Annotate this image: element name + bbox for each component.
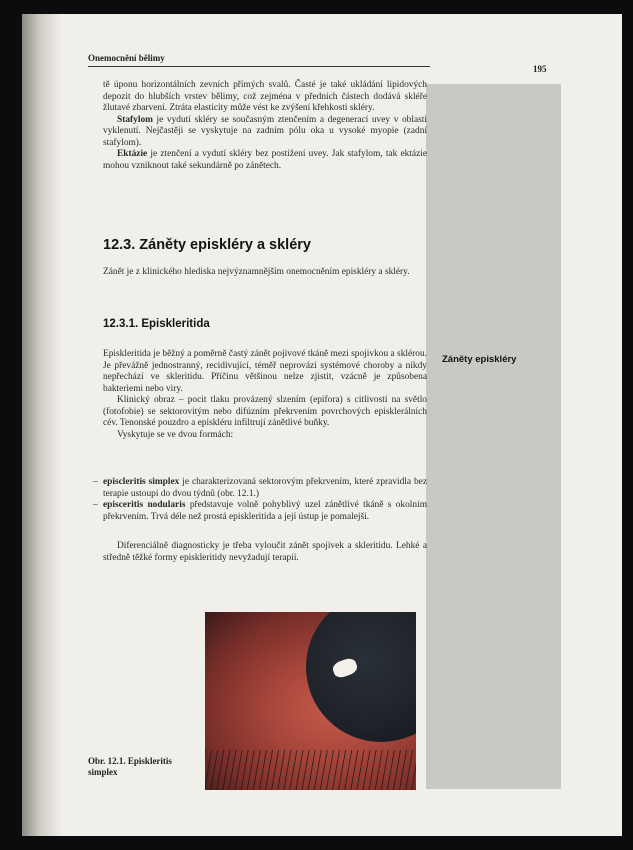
list-item (93, 500, 427, 523)
ektazie-definition: je ztenčení a vydutí skléry bez postižení uvey. Jak stafylom, tak ektázie mohou vzniknout také sekundárně po zánětech. (103, 149, 427, 171)
section-heading: 12.3. Záněty episkléry a skléry (103, 237, 311, 253)
stafylom-definition: je vydutí skléry se současným ztenčením a degenerací uvey v oblasti vyklenutí. Nejčastěji se vyskytuje na zadním pólu oka u vysoké myopie (zadní stafylom). (103, 114, 427, 148)
term-ektazie: Ektázie (117, 149, 148, 159)
subsection-paragraph-3: Vyskytuje se ve dvou formách: (117, 429, 234, 440)
intro-paragraph-3 (103, 149, 427, 172)
subsection-paragraph-1: Episkleritida je běžný a poměrně častý zánět pojivové tkáně mezi spojivkou a sklérou. Je převážně jednostranný, recidivující, téměř neprovází systémové choroby a nikdy nepřechází ve skleritidu. Příčinu většinou nelze zjistit, vzácně je způsobena bakteriemi nebo viry. (103, 349, 427, 394)
forms-list (93, 477, 427, 523)
intro-paragraph-2 (103, 115, 427, 150)
subsection-heading: 12.3.1. Episkleritida (103, 318, 210, 330)
page-gutter-shadow (22, 14, 62, 836)
figure-caption: Obr. 12.1. Episkleritis simplex (88, 756, 172, 777)
closing-block (103, 541, 427, 564)
term-episcleritis-simplex: episcleritis simplex (103, 477, 180, 487)
page-number: 195 (533, 64, 547, 74)
list-item-description: je charakterizovaná sektorovým překrvením, které zpravidla bez terapie ustoupí do dvou týdnů (obr. 12.1.) (103, 477, 427, 499)
photo-iris-region (306, 612, 416, 742)
subsection-paragraph-2: Klinický obraz – pocit tlaku provázený slzením (epifora) s citlivostí na světlo (fotofobie) se sektorovitým nebo difúzním překrvením povrchových episklerálních cév. Tenonské pouzdro a episkléru infiltrují zánětlivé buňky. (103, 395, 427, 428)
section-paragraph: Zánět je z klinického hlediska nejvýznamnějším onemocněním episkléry a skléry. (103, 267, 410, 277)
subsection-paragraph-4: Diferenciálně diagnosticky je třeba vyloučit zánět spojivek a skleritidu. Lehké a středně těžké formy episkleritidy nevyžadují terapii. (103, 541, 427, 563)
list-item-text (103, 477, 427, 500)
photo-eyelashes (205, 750, 416, 790)
section-intro-block (103, 267, 427, 279)
running-title: Onemocnění bělimy (88, 53, 165, 63)
list-item-description: představuje volně pohyblivý uzel zánětlivé tkáně s okolním překrvením. Trvá déle než prostá episkleritida a její ústup je pomalejší. (103, 500, 427, 522)
figure-eye-photo (205, 612, 416, 790)
intro-block (103, 80, 427, 172)
list-dash: – (93, 500, 98, 510)
margin-column (426, 84, 561, 789)
list-item (93, 477, 427, 500)
term-stafylom: Stafylom (117, 114, 153, 125)
intro-paragraph-1: tě úponu horizontálních zevních přímých svalů. Časté je také ukládání lipidových depozit do hlubších vrstev bělimy, což zejména v předních částech dodává skléře žlutavé zbarvení. Ztráta elasticity může vést ke zvýšení křehkosti skléry. (103, 80, 427, 113)
list-item-text (103, 500, 427, 523)
list-dash: – (93, 477, 98, 487)
margin-side-label: Záněty episkléry (442, 354, 517, 365)
term-episceritis-nodularis: episceritis nodularis (103, 500, 186, 510)
subsection-block (103, 349, 427, 441)
header-rule (88, 66, 430, 67)
